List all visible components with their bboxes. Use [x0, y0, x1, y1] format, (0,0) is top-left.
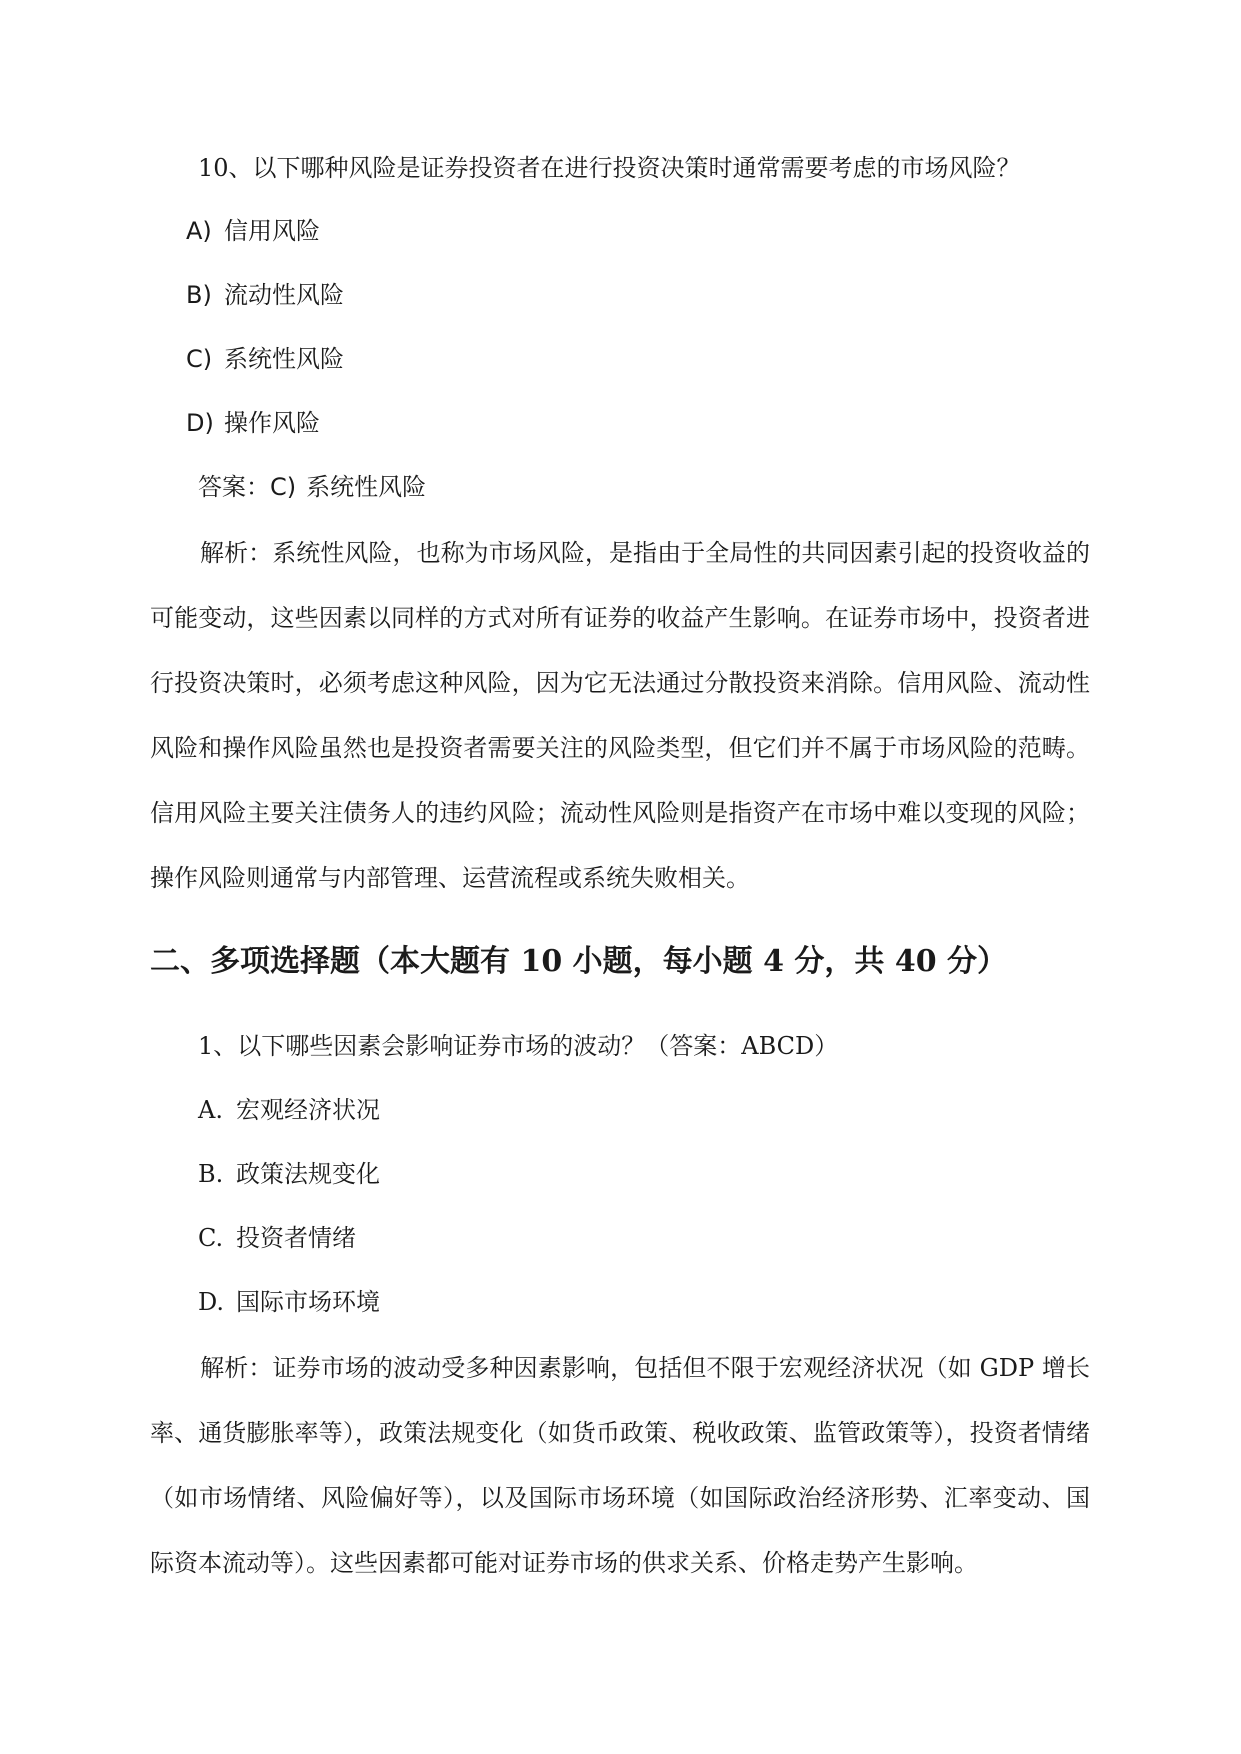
q1-option-b-letter: B. — [198, 1160, 224, 1188]
q1-option-c-letter: C. — [198, 1224, 224, 1252]
q10-analysis-text: 解析：系统性风险，也称为市场风险，是指由于全局性的共同因素引起的投资收益的可能变动，这些因素以同样的方式对所有证券的收益产生影响。在证券市场中，投资者进行投资决策时，必须考虑这种风险，因为它无法通过分散投资来消除。信用风险、流动性风险和操作风险虽然也是投资者需要关注的风险类型，但它们并不属于市场风险的范畴。信用风险主要关注债务人的违约风险；流动性风险则是指资产在市场中难以变现的风险；操作风险则通常与内部管理、运营流程或系统失败相关。 — [150, 539, 1090, 892]
q1-option-c-text: 投资者情绪 — [236, 1224, 356, 1252]
q1-option-a-letter: A. — [198, 1096, 223, 1124]
q10-option-c-text: 系统性风险 — [224, 345, 344, 373]
q10-analysis — [150, 521, 1090, 911]
q10-option-b — [186, 279, 344, 311]
q1-option-a — [198, 1094, 380, 1126]
q1-option-d — [198, 1286, 380, 1318]
q10-option-c — [186, 343, 344, 375]
q10-option-d — [186, 407, 320, 439]
q10-option-a — [186, 215, 320, 247]
q10-option-b-text: 流动性风险 — [224, 281, 344, 309]
q1-option-b — [198, 1158, 380, 1190]
q1-analysis — [150, 1336, 1090, 1596]
q10-option-c-letter: C) — [186, 345, 213, 373]
q1-option-d-text: 国际市场环境 — [236, 1288, 380, 1316]
question-10-text: 10、以下哪种风险是证券投资者在进行投资决策时通常需要考虑的市场风险？ — [198, 154, 1021, 182]
question-1-text: 1、以下哪些因素会影响证券市场的波动？（答案：ABCD） — [198, 1032, 839, 1060]
q10-option-d-text: 操作风险 — [224, 409, 320, 437]
q10-option-a-letter: A) — [186, 217, 212, 245]
q10-option-a-text: 信用风险 — [224, 217, 320, 245]
q1-analysis-text: 解析：证券市场的波动受多种因素影响，包括但不限于宏观经济状况（如 GDP 增长率、通货膨胀率等），政策法规变化（如货币政策、税收政策、监管政策等），投资者情绪（如市场情绪、风险偏好等），以及国际市场环境（如国际政治经济形势、汇率变动、国际资本流动等）。这些因素都可能对证券市场的供求关系、价格走势产生影响。 — [150, 1354, 1090, 1577]
q10-answer — [198, 471, 426, 503]
section-2-heading: 二、多项选择题（本大题有 10 小题，每小题 4 分，共 40 分） — [150, 944, 1008, 979]
q1-option-d-letter: D. — [198, 1288, 225, 1316]
q10-answer-text: 系统性风险 — [306, 473, 427, 501]
q1-option-a-text: 宏观经济状况 — [236, 1096, 380, 1124]
q1-option-b-text: 政策法规变化 — [236, 1160, 380, 1188]
q10-option-d-letter: D) — [186, 409, 214, 437]
q10-answer-label: 答案： — [198, 473, 270, 501]
q10-option-b-letter: B) — [186, 281, 212, 309]
q1-option-c — [198, 1222, 356, 1254]
q10-answer-letter: C) — [270, 473, 297, 501]
